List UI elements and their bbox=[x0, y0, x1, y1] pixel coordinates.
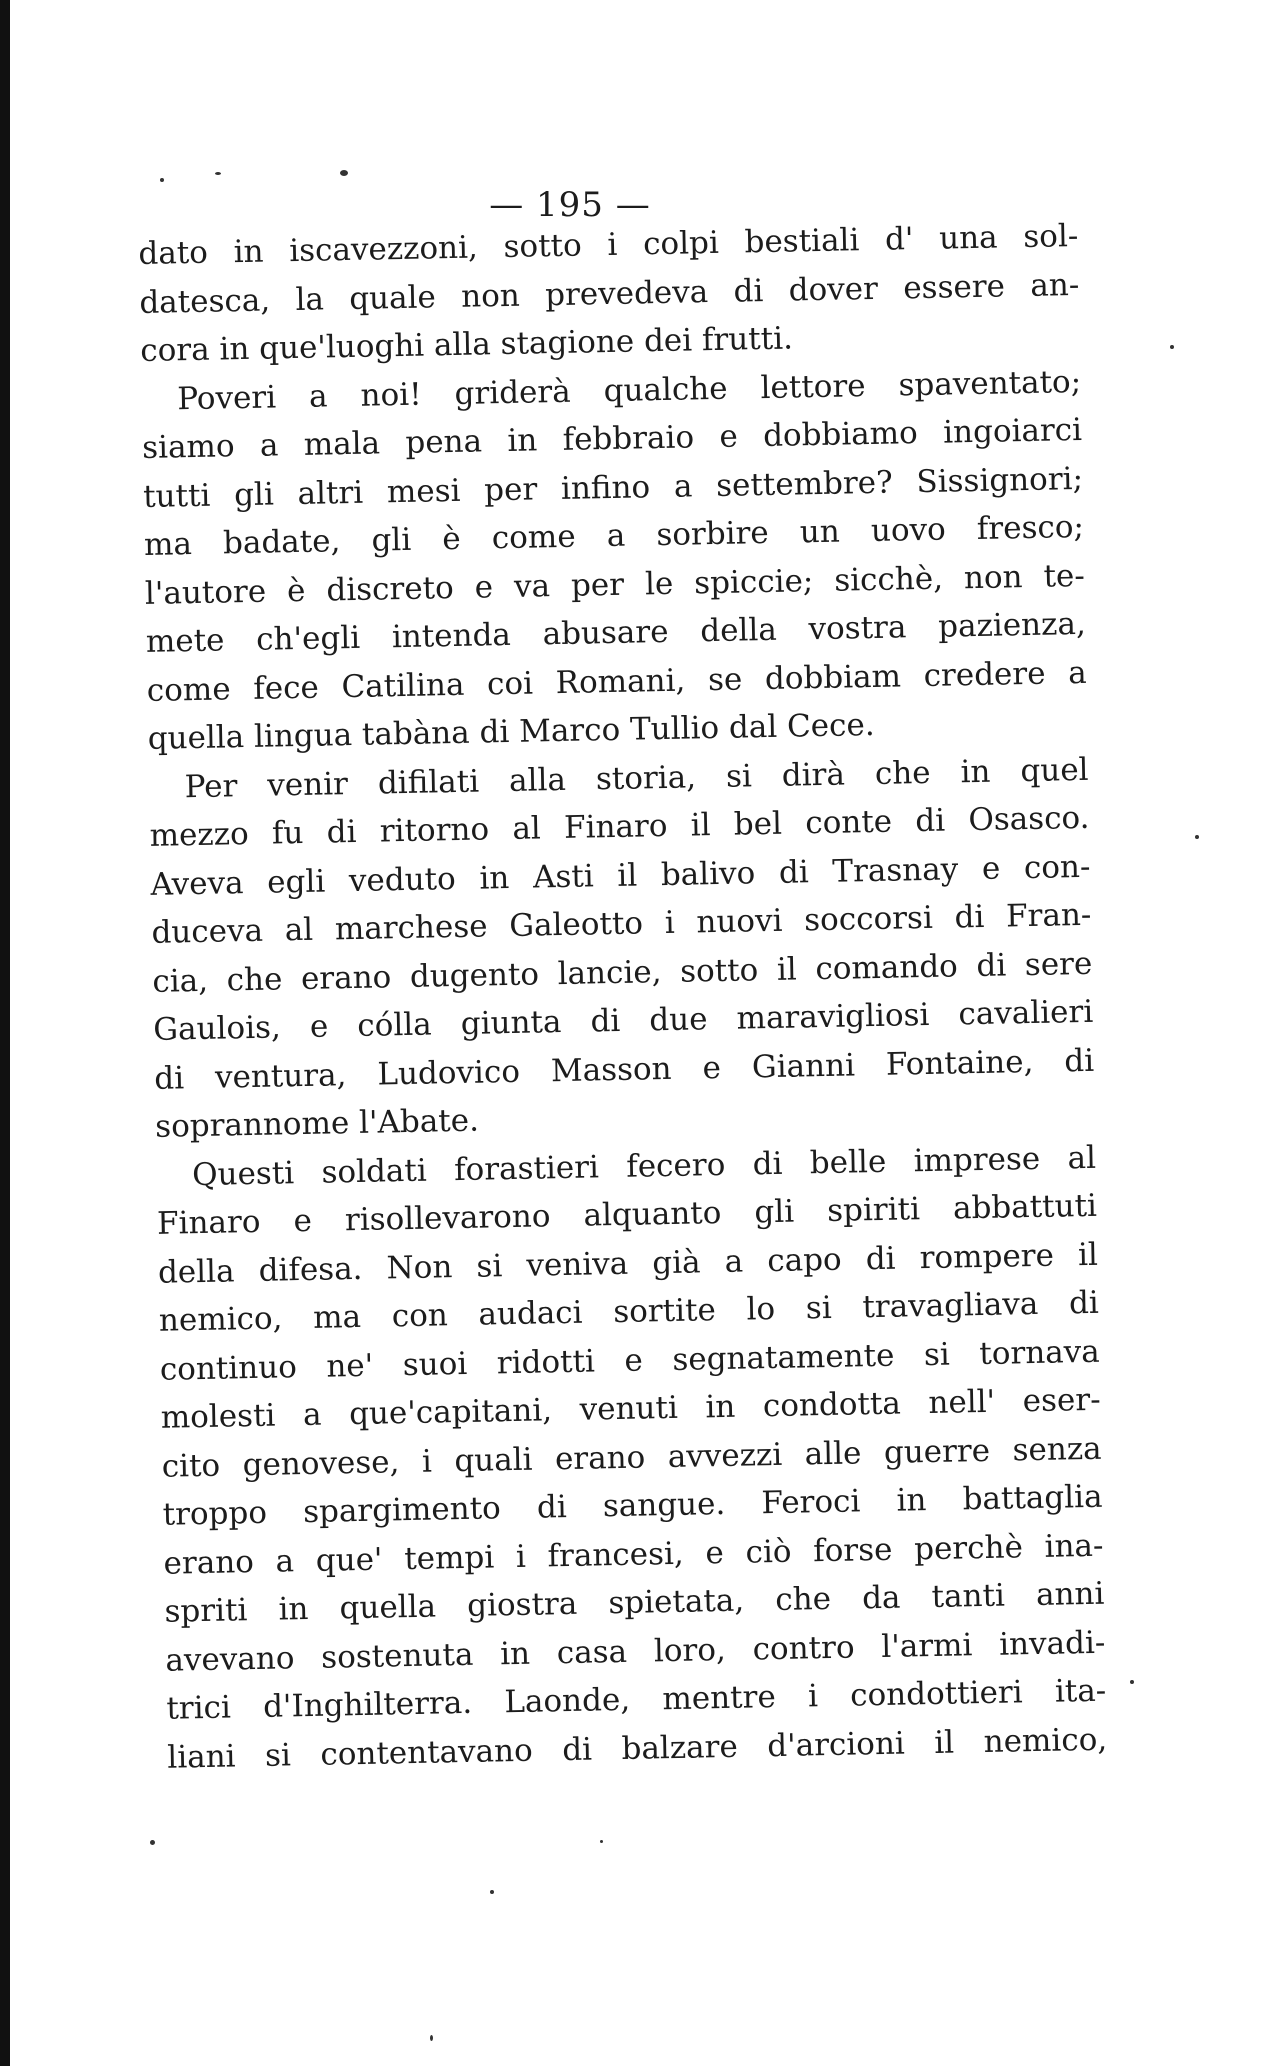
text-line: Per venir difilati alla storia, si dirà che in quel bbox=[184, 751, 1089, 805]
scan-speck bbox=[1170, 345, 1174, 349]
text-line: siamo a mala pena in febbraio e dobbiamo ingoiarci bbox=[141, 411, 1083, 466]
text-line: molesti a que'capitani, venuti in condotta nell' eser- bbox=[160, 1381, 1101, 1436]
scan-speck bbox=[340, 170, 348, 176]
text-line: avevano sostenuta in casa loro, contro l'armi invadi- bbox=[165, 1624, 1106, 1679]
text-line: soprannome l'Abate. bbox=[154, 1102, 480, 1145]
text-line: cora in que'luoghi alla stagione dei frutti. bbox=[139, 320, 794, 369]
text-line: l'autore è discreto e va per le spiccie; sicchè, non te- bbox=[144, 557, 1086, 612]
text-line: cito genovese, i quali erano avvezzi alle guerre senza bbox=[161, 1430, 1102, 1485]
text-line: Finaro e risollevarono alquanto gli spiriti abbattuti bbox=[156, 1187, 1098, 1242]
text-line: Aveva egli veduto in Asti il balivo di Trasnay e con- bbox=[150, 848, 1091, 903]
text-line: spriti in quella giostra spietata, che da tanti anni bbox=[164, 1575, 1105, 1630]
text-line: quella lingua tabàna di Marco Tullio dal Cece. bbox=[147, 706, 875, 757]
text-line: troppo spargimento di sangue. Feroci in battaglia bbox=[162, 1478, 1103, 1533]
text-line: cia, che erano dugento lancie, sotto il comando di sere bbox=[152, 945, 1093, 1000]
text-line: mete ch'egli intenda abusare della vostra pazienza, bbox=[145, 605, 1087, 660]
text-line: di ventura, Ludovico Masson e Gianni Fontaine, di bbox=[153, 1042, 1095, 1097]
scan-speck bbox=[1195, 835, 1199, 839]
page-edge bbox=[0, 0, 10, 2066]
text-line: ma badate, gli è come a sorbire un uovo fresco; bbox=[143, 508, 1085, 563]
text-line: trici d'Inghilterra. Laonde, mentre i condottieri ita- bbox=[166, 1672, 1107, 1727]
text-line: mezzo fu di ritorno al Finaro il bel conte di Osasco. bbox=[149, 799, 1090, 854]
scan-speck bbox=[1130, 1680, 1134, 1684]
text-line: dato in iscavezzoni, sotto i colpi bestiali d' una sol- bbox=[138, 217, 1079, 272]
text-line: duceva al marchese Galeotto i nuovi soccorsi di Fran- bbox=[151, 896, 1092, 951]
scan-speck bbox=[160, 178, 164, 182]
text-line: datesca, la quale non prevedeva di dover essere an- bbox=[139, 266, 1080, 321]
text-line: Poveri a noi! griderà qualche lettore spaventato; bbox=[176, 363, 1082, 417]
text-line: liani si contentavano di balzare d'arcioni il nemico, bbox=[166, 1721, 1108, 1776]
text-line: come fece Catilina coi Romani, se dobbiam credere a bbox=[146, 654, 1088, 709]
scan-speck bbox=[600, 1840, 603, 1843]
page-number: — 195 — bbox=[489, 185, 651, 225]
body-text bbox=[138, 212, 1108, 1782]
scan-speck bbox=[150, 1840, 155, 1845]
scan-speck bbox=[430, 2035, 433, 2041]
text-line: Questi soldati forastieri fecero di belle imprese al bbox=[191, 1139, 1097, 1193]
text-line: tutti gli altri mesi per infino a settembre? Sissignori; bbox=[142, 460, 1084, 515]
text-line: continuo ne' suoi ridotti e segnatamente si tornava bbox=[159, 1333, 1101, 1388]
text-line: della difesa. Non si veniva già a capo di rompere il bbox=[157, 1236, 1099, 1291]
scan-speck bbox=[490, 1890, 494, 1894]
text-line: nemico, ma con audaci sortite lo si travagliava di bbox=[158, 1284, 1100, 1339]
scan-speck bbox=[215, 172, 221, 175]
text-line: Gaulois, e cólla giunta di due maravigliosi cavalieri bbox=[153, 993, 1094, 1048]
text-line: erano a que' tempi i francesi, e ciò forse perchè ina- bbox=[163, 1527, 1104, 1582]
